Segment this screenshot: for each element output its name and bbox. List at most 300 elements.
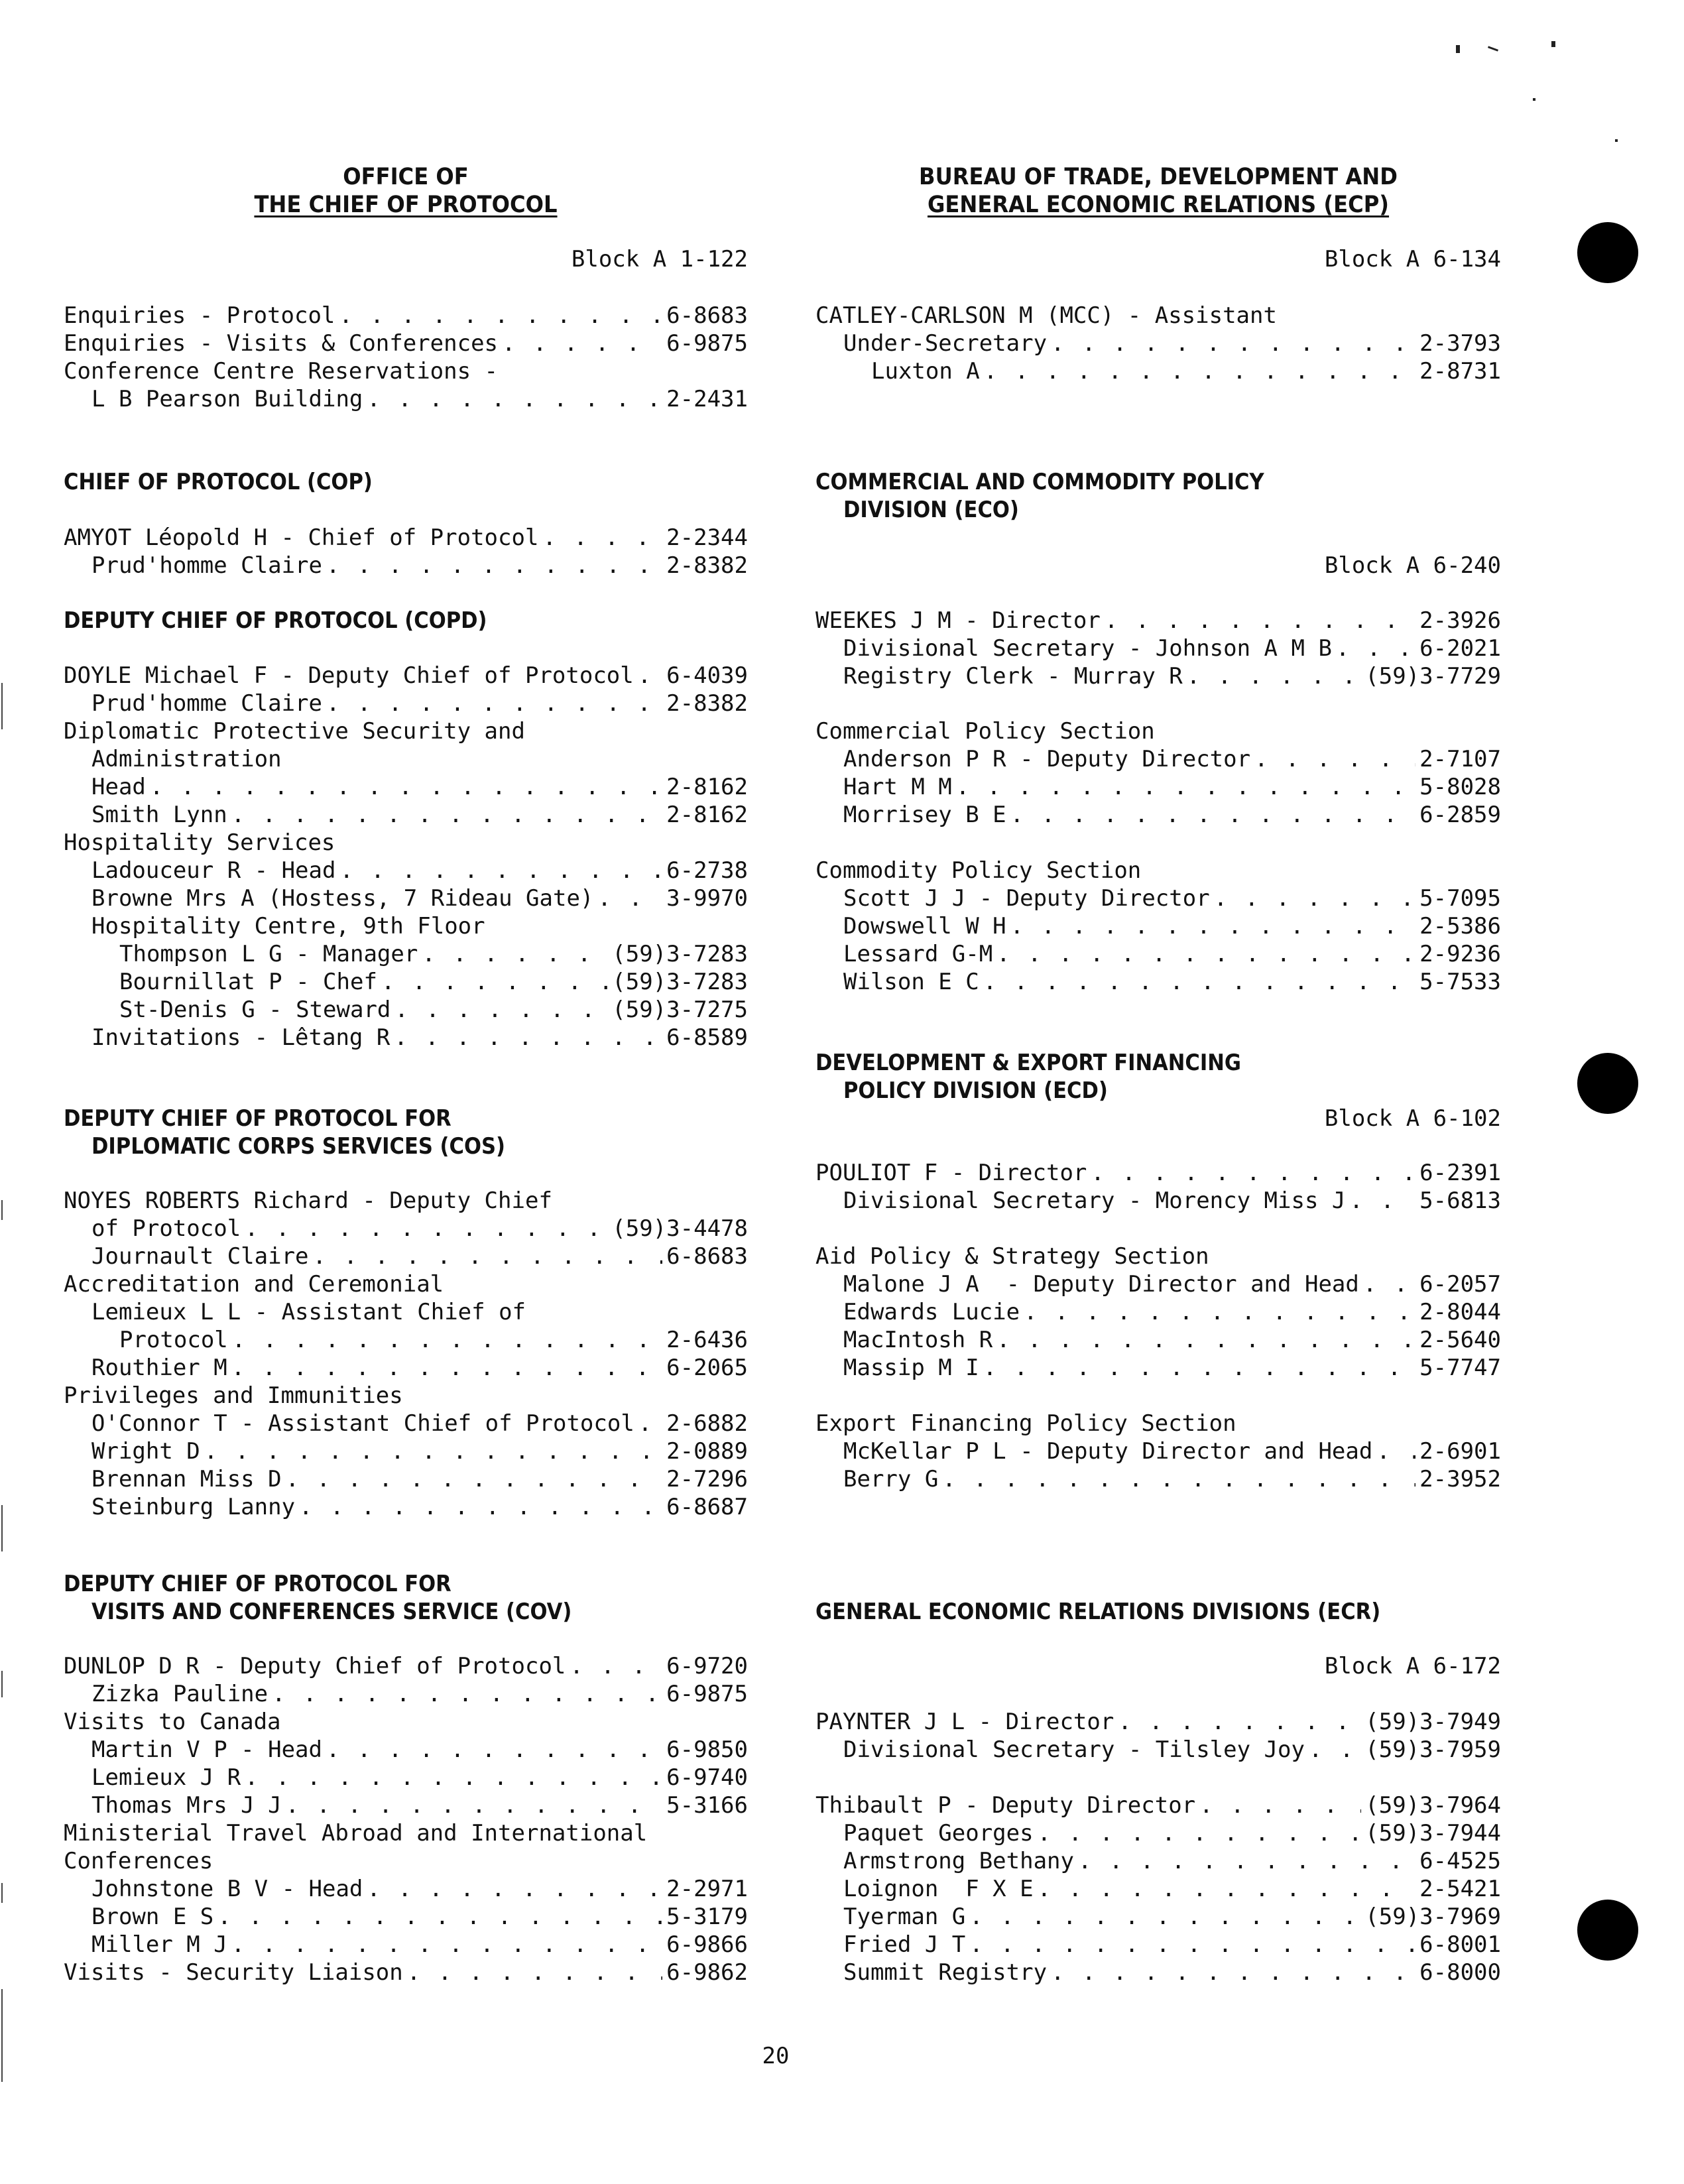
entry-name: NOYES ROBERTS Richard - Deputy Chief — [64, 1187, 552, 1214]
leader-dots — [1051, 1959, 1415, 1986]
listing-row — [64, 1187, 748, 1215]
entry-phone: 2-8044 — [1419, 1299, 1501, 1325]
listing-row — [815, 1819, 1501, 1847]
leader-dots — [1349, 1187, 1415, 1215]
subsection-title — [815, 1243, 1501, 1270]
listing-row — [64, 1437, 748, 1465]
listing-row — [815, 635, 1501, 662]
listing-row — [64, 1959, 748, 1986]
listing-row — [815, 330, 1501, 357]
entry-phone: (59)3-7964 — [1365, 1792, 1501, 1819]
entry-name: Journault Claire — [91, 1243, 309, 1270]
entry-name: Diplomatic Protective Security and — [64, 718, 525, 745]
listing-row — [815, 1875, 1501, 1903]
leader-dots — [996, 940, 1415, 968]
entry-phone: 2-3793 — [1419, 330, 1501, 357]
entry-name: Routhier M — [91, 1355, 227, 1381]
leader-dots — [245, 1215, 608, 1243]
entry-phone: 6-2057 — [1419, 1271, 1501, 1298]
listing-row — [64, 662, 748, 690]
section-title-cov-line2: VISITS AND CONFERENCES SERVICE (COV) — [91, 1599, 572, 1625]
entry-phone: 2-5640 — [1419, 1327, 1501, 1353]
entry-name: PAYNTER J L - Director — [815, 1709, 1114, 1735]
leader-dots — [272, 1680, 662, 1708]
leader-dots — [1187, 662, 1362, 690]
entry-phone: 5-3179 — [666, 1904, 748, 1930]
entry-phone: 6-9740 — [666, 1764, 748, 1791]
listing-row — [64, 1243, 748, 1270]
entry-phone: 6-9862 — [666, 1959, 748, 1986]
entry-phone: 2-8382 — [666, 552, 748, 579]
listing-row — [64, 1024, 748, 1052]
entry-phone: 2-0889 — [666, 1438, 748, 1465]
leader-dots — [394, 996, 608, 1024]
leader-dots — [542, 524, 662, 552]
listing-row — [815, 1903, 1501, 1931]
speck-mark — [1456, 45, 1460, 53]
leader-dots — [1078, 1847, 1415, 1875]
leader-dots — [299, 1493, 662, 1521]
listing-row — [815, 357, 1501, 385]
entry-name: Ministerial Travel Abroad and International — [64, 1820, 648, 1847]
listing-row — [815, 1931, 1501, 1959]
section-title-eco-line1: COMMERCIAL AND COMMODITY POLICY — [815, 469, 1264, 495]
entry-phone: 5-7747 — [1419, 1355, 1501, 1381]
listing-row — [64, 330, 748, 357]
entry-name: Hart M M — [843, 774, 952, 800]
speck-mark — [1551, 41, 1555, 47]
entry-name: Hospitality Services — [64, 829, 335, 856]
entry-phone: 2-5421 — [1419, 1876, 1501, 1902]
listing-row — [815, 1465, 1501, 1493]
ecr-block: Block A 6-172 — [1324, 1653, 1501, 1679]
listing-row — [815, 912, 1501, 940]
entry-phone: 6-2391 — [1419, 1160, 1501, 1186]
entry-phone: (59)3-7729 — [1365, 663, 1501, 690]
entry-phone: (59)3-4478 — [612, 1215, 748, 1242]
leader-dots — [381, 968, 608, 996]
entry-name: Enquiries - Visits & Conferences — [64, 330, 499, 357]
office-header-line2: THE CHIEF OF PROTOCOL — [254, 192, 558, 218]
section-title-copd: DEPUTY CHIEF OF PROTOCOL (COPD) — [64, 607, 487, 634]
office-header — [91, 163, 720, 219]
section-title-cos-line1: DEPUTY CHIEF OF PROTOCOL FOR — [64, 1105, 451, 1132]
entry-phone: 5-7533 — [1419, 969, 1501, 995]
listing-row — [64, 1382, 748, 1410]
listing-row — [815, 1159, 1501, 1187]
leader-dots — [232, 1326, 662, 1354]
entry-phone: (59)3-7283 — [612, 941, 748, 967]
section-title-ecd-line1: DEVELOPMENT & EXPORT FINANCING — [815, 1050, 1241, 1076]
bureau-header — [843, 163, 1473, 219]
listing-row — [815, 940, 1501, 968]
entry-name: Miller M J — [91, 1931, 227, 1958]
listing-row — [64, 717, 748, 745]
leader-dots — [204, 1437, 662, 1465]
leader-dots — [1376, 1437, 1415, 1465]
entry-name: O'Connor T - Assistant Chief of Protocol — [91, 1410, 634, 1437]
entry-name: Enquiries - Protocol — [64, 302, 335, 329]
listing-row — [64, 524, 748, 552]
listing-row — [815, 662, 1501, 690]
entry-name: Johnstone B V - Head — [91, 1876, 363, 1902]
entry-phone: 6-9875 — [666, 330, 748, 357]
section-title-cos-line2: DIPLOMATIC CORPS SERVICES (COS) — [91, 1133, 506, 1160]
entry-phone: (59)3-7944 — [1365, 1820, 1501, 1847]
entry-phone: 6-4525 — [1419, 1848, 1501, 1874]
entry-phone: 6-9875 — [666, 1681, 748, 1707]
entry-name: Morrisey B E — [843, 802, 1006, 828]
entry-phone: 2-7296 — [666, 1466, 748, 1492]
listing-row — [815, 302, 1501, 330]
entry-name: Thomas Mrs J J — [91, 1792, 282, 1819]
entry-phone: 6-2738 — [666, 857, 748, 884]
listing-row — [815, 745, 1501, 773]
listing-row — [815, 1187, 1501, 1215]
entry-name: AMYOT Léopold H - Chief of Protocol — [64, 524, 539, 551]
leader-dots — [150, 773, 662, 801]
listing-row — [815, 1959, 1501, 1986]
listing-row — [64, 1764, 748, 1791]
speck-mark — [1533, 98, 1535, 101]
listing-row — [64, 968, 748, 996]
entry-name: of Protocol — [91, 1215, 241, 1242]
subsection-label: Aid Policy & Strategy Section — [815, 1243, 1209, 1270]
entry-phone: 2-8162 — [666, 774, 748, 800]
punch-hole-mark — [1577, 222, 1638, 283]
entry-phone: 2-7107 — [1419, 746, 1501, 772]
leader-dots — [1336, 635, 1415, 662]
leader-dots — [339, 302, 662, 330]
entry-name: Accreditation and Ceremonial — [64, 1271, 444, 1298]
entry-phone: 2-8162 — [666, 802, 748, 828]
entry-name: Massip M I — [843, 1355, 979, 1381]
subsection-label: Commodity Policy Section — [815, 857, 1142, 884]
subsection-title — [815, 717, 1501, 745]
page-number: 20 — [762, 2043, 790, 2069]
listing-row — [64, 1708, 748, 1736]
entry-name: McKellar P L - Deputy Director and Head — [843, 1438, 1373, 1465]
entry-phone: 5-8028 — [1419, 774, 1501, 800]
listing-row — [64, 1354, 748, 1382]
leader-dots — [1024, 1298, 1415, 1326]
listing-row — [64, 302, 748, 330]
entry-phone: 6-2065 — [666, 1355, 748, 1381]
entry-name: Prud'homme Claire — [91, 552, 322, 579]
entry-phone: 6-8683 — [666, 302, 748, 329]
listing-row — [815, 1270, 1501, 1298]
listing-row — [64, 1270, 748, 1298]
entry-name: Zizka Pauline — [91, 1681, 269, 1707]
entry-phone: 2-3926 — [1419, 607, 1501, 634]
entry-name: Hospitality Centre, 9th Floor — [91, 913, 485, 940]
leader-dots — [1105, 607, 1415, 635]
leader-dots — [286, 1791, 663, 1819]
entry-phone: 2-6901 — [1419, 1438, 1501, 1465]
entry-name: Invitations - Lêtang R — [91, 1024, 391, 1051]
leader-dots — [339, 857, 662, 884]
entry-name: Browne Mrs A (Hostess, 7 Rideau Gate) — [91, 885, 594, 912]
listing-row — [64, 1410, 748, 1437]
entry-phone: 6-9850 — [666, 1736, 748, 1763]
leader-dots — [1091, 1159, 1415, 1187]
leader-dots — [231, 1354, 662, 1382]
entry-name: Lessard G-M — [843, 941, 993, 967]
entry-phone: (59)3-7283 — [612, 969, 748, 995]
entry-name: Wilson E C — [843, 969, 979, 995]
listing-row — [64, 1652, 748, 1680]
entry-name: Martin V P - Head — [91, 1736, 322, 1763]
entry-name: Paquet Georges — [843, 1820, 1034, 1847]
entry-name: Protocol — [119, 1327, 228, 1353]
leader-dots — [367, 385, 662, 413]
listing-row — [64, 385, 748, 413]
entry-name: Divisional Secretary - Tilsley Joy — [843, 1736, 1305, 1763]
listing-row — [64, 1819, 748, 1847]
entry-name: Wright D — [91, 1438, 200, 1465]
entry-phone: (59)3-7969 — [1365, 1904, 1501, 1930]
subsection-title — [815, 1410, 1501, 1437]
section-title-cov-line1: DEPUTY CHIEF OF PROTOCOL FOR — [64, 1571, 451, 1597]
entry-name: Divisional Secretary - Johnson A M B — [843, 635, 1332, 662]
listing-row — [64, 1847, 748, 1875]
margin-mark — [1, 683, 3, 729]
listing-row — [64, 1493, 748, 1521]
entry-name: Privileges and Immunities — [64, 1382, 403, 1409]
listing-row — [815, 1298, 1501, 1326]
entry-phone: 6-2021 — [1419, 635, 1501, 662]
listing-row — [64, 1326, 748, 1354]
entry-name: Ladouceur R - Head — [91, 857, 336, 884]
listing-row — [64, 1791, 748, 1819]
listing-row — [64, 1931, 748, 1959]
listing-row — [815, 968, 1501, 996]
listing-row — [64, 773, 748, 801]
leader-dots — [983, 1354, 1415, 1382]
entry-name: Conference Centre Reservations - — [64, 358, 499, 385]
entry-phone: 2-2344 — [666, 524, 748, 551]
entry-name: L B Pearson Building — [91, 386, 363, 412]
entry-phone: (59)3-7959 — [1365, 1736, 1501, 1763]
entry-name: POULIOT F - Director — [815, 1160, 1087, 1186]
entry-name: Berry G — [843, 1466, 939, 1492]
punch-hole-mark — [1577, 1900, 1638, 1961]
leader-dots — [638, 1410, 662, 1437]
entry-name: Thibault P - Deputy Director — [815, 1792, 1196, 1819]
listing-row — [64, 1465, 748, 1493]
leader-dots — [502, 330, 662, 357]
section-title-ecd-line2: POLICY DIVISION (ECD) — [843, 1077, 1108, 1104]
entry-name: Lemieux L L - Assistant Chief of — [91, 1299, 526, 1325]
leader-dots — [326, 1736, 662, 1764]
leader-dots — [956, 773, 1415, 801]
leader-dots — [983, 968, 1415, 996]
entry-phone: 2-8731 — [1419, 358, 1501, 385]
entry-name: Visits to Canada — [64, 1709, 281, 1735]
listing-row — [64, 745, 748, 773]
leader-dots — [1363, 1270, 1415, 1298]
listing-row — [815, 1791, 1501, 1819]
section-title-eco-line2: DIVISION (ECO) — [843, 497, 1019, 523]
subsection-label: Commercial Policy Section — [815, 718, 1155, 745]
listing-row — [815, 1708, 1501, 1736]
entry-phone: 5-7095 — [1419, 885, 1501, 912]
margin-mark — [1, 1671, 3, 1697]
leader-dots — [996, 1326, 1415, 1354]
leader-dots — [245, 1764, 662, 1791]
margin-mark — [1, 1505, 3, 1551]
bureau-header-line1: BUREAU OF TRADE, DEVELOPMENT AND — [919, 164, 1398, 190]
entry-name: Conferences — [64, 1848, 213, 1874]
entry-phone: 3-9970 — [666, 885, 748, 912]
entry-name: Anderson P R - Deputy Director — [843, 746, 1251, 772]
listing-row — [64, 996, 748, 1024]
listing-row — [815, 607, 1501, 635]
entry-name: Malone J A - Deputy Director and Head — [843, 1271, 1359, 1298]
entry-name: Under-Secretary — [843, 330, 1048, 357]
entry-phone: 6-9866 — [666, 1931, 748, 1958]
entry-name: Dowswell W H — [843, 913, 1006, 940]
leader-dots — [597, 884, 662, 912]
entry-name: WEEKES J M - Director — [815, 607, 1101, 634]
entry-name: Fried J T — [843, 1931, 966, 1958]
leader-dots — [313, 1243, 663, 1270]
entry-name: Steinburg Lanny — [91, 1494, 296, 1520]
leader-dots — [638, 662, 662, 690]
leader-dots — [286, 1465, 663, 1493]
entry-name: Registry Clerk - Murray R — [843, 663, 1183, 690]
entry-phone: 6-9720 — [666, 1653, 748, 1679]
listing-row — [815, 1736, 1501, 1764]
entry-phone: 2-8382 — [666, 690, 748, 717]
entry-phone: 2-9236 — [1419, 941, 1501, 967]
leader-dots — [231, 1931, 662, 1959]
listing-row — [64, 552, 748, 579]
listing-row — [815, 1847, 1501, 1875]
entry-phone: 6-2859 — [1419, 802, 1501, 828]
bureau-header-line2: GENERAL ECONOMIC RELATIONS (ECP) — [927, 192, 1390, 218]
entry-name: Lemieux J R — [91, 1764, 241, 1791]
listing-row — [64, 1903, 748, 1931]
listing-row — [64, 1736, 748, 1764]
entry-name: Luxton A — [871, 358, 980, 385]
entry-phone: 6-8683 — [666, 1243, 748, 1270]
entry-name: St-Denis G - Steward — [119, 997, 391, 1023]
entry-name: Summit Registry — [843, 1959, 1048, 1986]
entry-name: MacIntosh R — [843, 1327, 993, 1353]
entry-name: Administration — [91, 746, 282, 772]
leader-dots — [570, 1652, 662, 1680]
entry-phone: 6-4039 — [666, 662, 748, 689]
listing-row — [64, 857, 748, 884]
entry-phone: 6-8687 — [666, 1494, 748, 1520]
listing-row — [64, 1298, 748, 1326]
listing-row — [64, 912, 748, 940]
entry-name: DUNLOP D R - Deputy Chief of Protocol — [64, 1653, 566, 1679]
entry-phone: 2-5386 — [1419, 913, 1501, 940]
speck-mark — [1488, 46, 1498, 51]
entry-phone: (59)3-7949 — [1365, 1709, 1501, 1735]
listing-row — [64, 801, 748, 829]
entry-phone: (59)3-7275 — [612, 997, 748, 1023]
leader-dots — [326, 690, 662, 717]
leader-dots — [422, 940, 608, 968]
entry-name: Head — [91, 774, 146, 800]
listing-row — [815, 1326, 1501, 1354]
entry-phone: 6-8589 — [666, 1024, 748, 1051]
entry-phone: 2-6436 — [666, 1327, 748, 1353]
leader-dots — [969, 1903, 1361, 1931]
leader-dots — [1051, 330, 1415, 357]
entry-name: Brown E S — [91, 1904, 214, 1930]
section-title-ecr: GENERAL ECONOMIC RELATIONS DIVISIONS (ECR) — [815, 1599, 1381, 1625]
entry-name: Visits - Security Liaison — [64, 1959, 403, 1986]
entry-name: Brennan Miss D — [91, 1466, 282, 1492]
leader-dots — [1118, 1708, 1361, 1736]
entry-phone: 6-8000 — [1419, 1959, 1501, 1986]
listing-row — [815, 884, 1501, 912]
entry-name: CATLEY-CARLSON M (MCC) - Assistant — [815, 302, 1277, 329]
leader-dots — [217, 1903, 662, 1931]
listing-row — [815, 773, 1501, 801]
leader-dots — [969, 1931, 1415, 1959]
margin-mark — [1, 1883, 3, 1903]
bureau-block: Block A 6-134 — [1324, 246, 1501, 273]
listing-row — [64, 829, 748, 857]
listing-row — [64, 1215, 748, 1243]
eco-block: Block A 6-240 — [1324, 552, 1501, 579]
leader-dots — [1214, 884, 1415, 912]
leader-dots — [942, 1465, 1415, 1493]
leader-dots — [1309, 1736, 1361, 1764]
leader-dots — [231, 801, 662, 829]
margin-mark — [1, 1200, 3, 1220]
leader-dots — [1038, 1819, 1362, 1847]
leader-dots — [367, 1875, 662, 1903]
punch-hole-mark — [1577, 1053, 1638, 1114]
listing-row — [64, 1680, 748, 1708]
listing-row — [64, 690, 748, 717]
section-title-cop: CHIEF OF PROTOCOL (COP) — [64, 469, 373, 495]
leader-dots — [1254, 745, 1415, 773]
leader-dots — [394, 1024, 662, 1052]
office-header-line1: OFFICE OF — [343, 164, 469, 190]
leader-dots — [1010, 912, 1416, 940]
office-block: Block A 1-122 — [571, 246, 748, 273]
leader-dots — [1010, 801, 1416, 829]
entry-phone: 2-2431 — [666, 386, 748, 412]
subsection-title — [815, 857, 1501, 884]
entry-name: DOYLE Michael F - Deputy Chief of Protocol — [64, 662, 634, 689]
entry-phone: 6-8001 — [1419, 1931, 1501, 1958]
entry-name: Armstrong Bethany — [843, 1848, 1074, 1874]
entry-name: Loignon F X E — [843, 1876, 1034, 1902]
entry-name: Prud'homme Claire — [91, 690, 322, 717]
listing-row — [64, 1875, 748, 1903]
listing-row — [815, 801, 1501, 829]
entry-phone: 2-3952 — [1419, 1466, 1501, 1492]
leader-dots — [1199, 1791, 1361, 1819]
entry-phone: 2-2971 — [666, 1876, 748, 1902]
margin-mark — [1, 1989, 3, 2082]
entry-phone: 2-6882 — [666, 1410, 748, 1437]
entry-name: Divisional Secretary - Morency Miss J — [843, 1187, 1346, 1214]
subsection-label: Export Financing Policy Section — [815, 1410, 1236, 1437]
leader-dots — [1038, 1875, 1416, 1903]
listing-row — [815, 1437, 1501, 1465]
entry-name: Tyerman G — [843, 1904, 966, 1930]
entry-name: Smith Lynn — [91, 802, 227, 828]
